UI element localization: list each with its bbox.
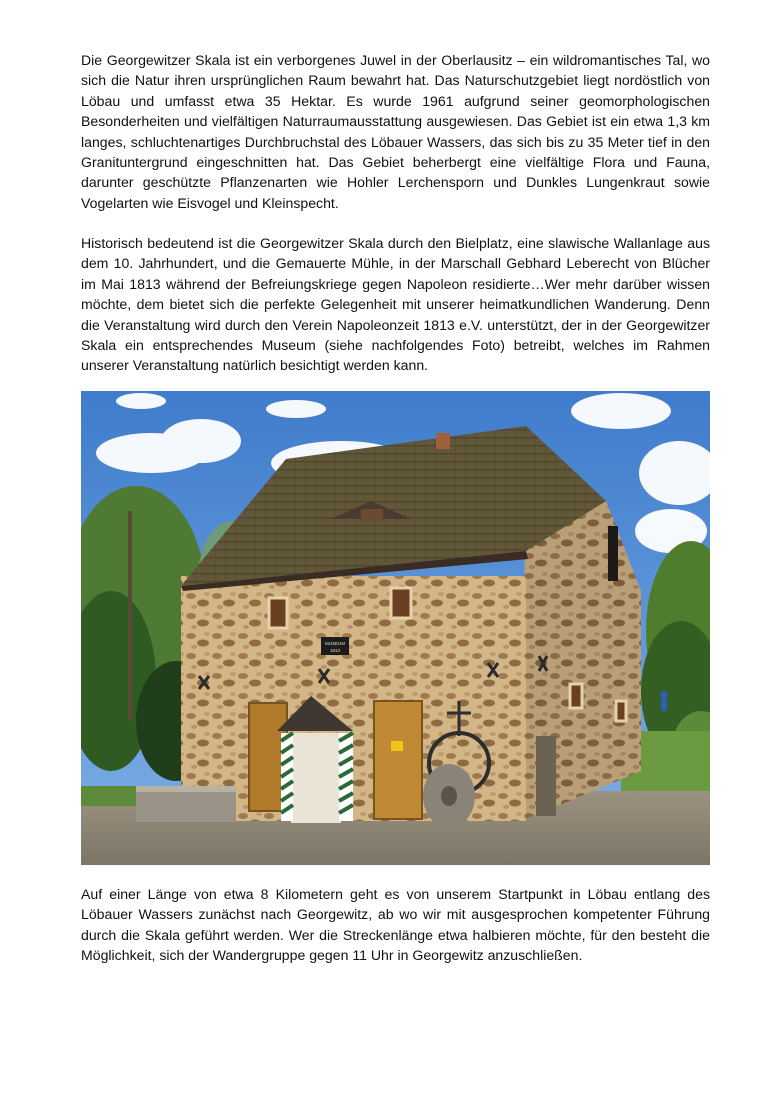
paragraph-history: Historisch bedeutend ist die Georgewitzer Skala durch den Bielplatz, eine slawische Wallanlage aus dem 10. Jahrhundert, und die Gemauerte Mühle, in der Marschall Gebhard Leberecht von Blücher im Mai 1813 während der Befreiungskriege gegen Napoleon residierte…Wer mehr darüber wissen möchte, dem bietet sich die perfekte Gelegenheit mit unserer heimatkundlichen Wanderung. Denn die Veranstaltung wird durch den Verein Napoleonzeit 1813 e.V. unterstützt, der in der Georgewitzer Skala ein entsprechendes Museum (siehe nachfolgendes Foto) betreibt, welches im Rahmen unserer Veranstaltung natürlich besichtigt werden kann. [81, 235, 710, 374]
door-right [374, 701, 422, 819]
chimney [436, 433, 450, 449]
paragraph-route: Auf einer Länge von etwa 8 Kilometern geht es von unserem Startpunkt in Löbau entlang des Löbauer Wassers zunächst nach Georgewitz, ab wo wir mit ausgesprochen kompetenter Führung durch die Skala geführt werden. Wer die Streckenlänge etwa halbieren möchte, für den besteht die Möglichkeit, sich der Wandergruppe gegen 11 Uhr in Georgewitz anzuschließen. [81, 886, 710, 964]
museum-sign-text: MUSEUM [325, 641, 345, 646]
entrance-doorway [291, 733, 341, 823]
svg-text:1813: 1813 [329, 648, 341, 653]
paragraph-intro: Die Georgewitzer Skala ist ein verborgenes Juwel in der Oberlausitz – ein wildromantisches Tal, wo sich die Natur ihren ursprünglichen Raum bewahrt hat. Das Naturschutzgebiet liegt nordöstlich von Löbau und umfasst etwa 35 Hektar. Es wurde 1961 aufgrund seiner geomorphologischen Besonderheiten und vielfältigen Naturraumausstattung ausgewiesen. Das Gebiet ist ein etwa 1,3 km langes, schluchtenartiges Durchbruchstal des Löbauer Wassers, das sich bis zu 35 Meter tief in den Granituntergrund eingeschnitten hat. Das Gebiet beherbergt eine vielfältige Flora und Fauna, darunter geschützte Pflanzenarten wie Hohler Lerchensporn und Dunkles Lungenkraut sowie Vogelarten wie Eisvogel und Kleinspecht. [81, 52, 710, 211]
mill-museum-photo [81, 391, 710, 865]
mill-front-wall [181, 576, 526, 821]
